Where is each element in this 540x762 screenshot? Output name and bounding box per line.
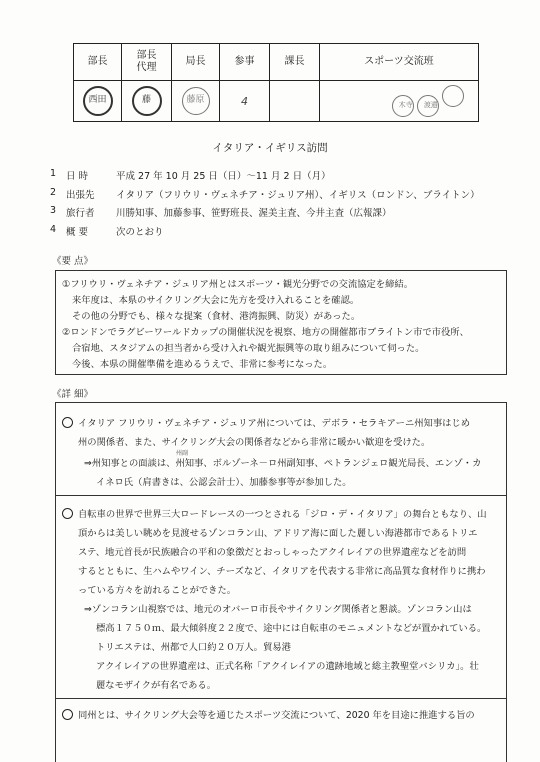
summary-line: ②ロンドンでラグビーワールドカップの開催状況を視察、地方の開催都市ブライトン市で市役所、 xyxy=(62,327,469,338)
seal-stamp: 渡邉 xyxy=(417,95,439,117)
detail-row xyxy=(50,224,480,243)
approval-header: 局長 xyxy=(172,44,220,81)
seal-stamp xyxy=(442,85,464,107)
detail-value: 平成 27 年 10 月 25 日（日）～11 月 2 日（月） xyxy=(116,171,331,182)
trip-details xyxy=(50,168,480,242)
detail-row xyxy=(50,187,480,206)
detail-line: 標高１７５０ｍ、最大傾斜度２２度で、途中には自転車のモニュメントなどが置かれている。 xyxy=(96,623,487,634)
detail-row xyxy=(50,168,480,187)
section-divider xyxy=(56,495,506,496)
approval-cell xyxy=(320,81,479,122)
handwritten-annotation: 州副 xyxy=(176,450,189,457)
detail-line: トリエステは、州都で人口約２０万人。貿易港 xyxy=(96,642,291,653)
detail-number: 4 xyxy=(50,223,57,235)
summary-line: 合宿地、スタジアムの担当者から受け入れや観光振興等の取り組みについて伺った。 xyxy=(72,343,425,354)
detail-line: っている方々を訪れることができた。 xyxy=(78,585,237,596)
detail-label: 出張先 xyxy=(66,189,95,201)
summary-line: その他の分野でも、様々な提案（食材、港湾振興、防災）があった。 xyxy=(72,311,361,322)
seal-stamp: 藤原 xyxy=(182,87,210,115)
detail-line: 麗なモザイクが有名である。 xyxy=(96,680,217,691)
detail-number: 3 xyxy=(50,205,57,216)
detail-value: 次のとおり xyxy=(116,226,164,238)
summary-heading: 《要 点》 xyxy=(52,256,94,267)
summary-line: 来年度は、本県のサイクリング大会に先方を受け入れることを確認。 xyxy=(72,295,360,306)
detail-label: 日 時 xyxy=(66,171,89,182)
detail-line: 同州とは、サイクリング大会等を通じたスポーツ交流について、2020 年を目途に推進する旨の xyxy=(78,710,475,721)
detail-line: イタリア フリウリ・ヴェネチア・ジュリア州については、デボラ・セラキアーニ州知事はじめ xyxy=(78,418,471,429)
detail-line: イネロ氏（肩書きは、公認会計士）、加藤参事等が参加した。 xyxy=(96,477,352,488)
detail-line: ⇒州知事との面談は、州知事、ボルゾーネ－ロ州副知事、ペトランジェロ観光局長、エンゾ・カ xyxy=(84,458,482,469)
approval-header: 参事 xyxy=(220,44,270,81)
approval-header: 部長 代理 xyxy=(122,44,172,81)
detail-number: 2 xyxy=(50,186,57,198)
circle-bullet-icon xyxy=(62,508,73,519)
detail-value: イタリア（フリウリ・ヴェネチア・ジュリア州）、イギリス（ロンドン、ブライトン） xyxy=(116,189,480,201)
summary-box xyxy=(55,270,507,375)
detail-row xyxy=(50,205,480,224)
detail-line: ステ、地元首長が民族融合の平和の象徴だとおっしゃったアクイレイアの世界遺産などを訪問 xyxy=(78,547,467,558)
detail-line: アクイレイアの世界遺産は、正式名称「アクイレイアの遺跡地域と総主教聖堂バシリカ」。壮 xyxy=(96,661,479,672)
approval-cell xyxy=(270,81,320,122)
summary-line: 今後、本県の開催準備を進めるうえで、非常に参考になった。 xyxy=(72,359,333,370)
circle-bullet-icon xyxy=(62,709,73,720)
detail-line: 州の関係者、また、サイクリング大会の関係者などから非常に暖かい歓迎を受けた。 xyxy=(78,437,431,448)
detail-number: 1 xyxy=(50,168,57,179)
seal-stamp: 木寺 xyxy=(392,95,414,117)
seal-stamp: 西田 xyxy=(83,86,113,116)
approval-stamp-table xyxy=(73,43,479,122)
approval-header: 課長 xyxy=(270,44,320,81)
details-box xyxy=(55,402,507,762)
detail-label: 旅行者 xyxy=(66,208,95,219)
document-title: イタリア・イギリス訪問 xyxy=(212,142,328,154)
detail-value: 川勝知事、加藤参事、笹野班長、渥美主査、今井主査（広報課） xyxy=(116,208,392,219)
summary-line: ①フリウリ・ヴェネチア・ジュリア州とはスポーツ・観光分野での交流協定を締結。 xyxy=(62,279,414,290)
approval-header: 部長 xyxy=(74,44,122,81)
circle-bullet-icon xyxy=(62,417,73,428)
section-divider xyxy=(56,698,506,699)
detail-line: ⇒ゾンコラン山視察では、地元のオバーロ市長やサイクリング関係者と懇談。ゾンコラン山は xyxy=(84,604,472,615)
handwritten-mark: 4 xyxy=(241,94,248,108)
approval-cell xyxy=(172,81,220,122)
approval-cell xyxy=(74,81,122,122)
seal-stamp: 藤 xyxy=(132,86,162,116)
approval-cell xyxy=(220,81,270,122)
detail-line: するとともに、生ハムやワイン、チーズなど、イタリアを代表する非常に高品質な食材作りに携わ xyxy=(78,566,486,577)
detail-line: 自転車の世界で世界三大ロードレースの一つとされる「ジロ・デ・イタリア」の舞台ともなり、山 xyxy=(78,509,487,520)
approval-header: スポーツ交流班 xyxy=(320,44,479,81)
detail-label: 概 要 xyxy=(66,226,89,238)
details-heading: 《詳 細》 xyxy=(52,389,94,400)
approval-cell xyxy=(122,81,172,122)
detail-line: 頂からは美しい眺めを見渡せるゾンコラン山、アドリア海に面した麗しい海港都市であるトリエ xyxy=(78,528,478,539)
